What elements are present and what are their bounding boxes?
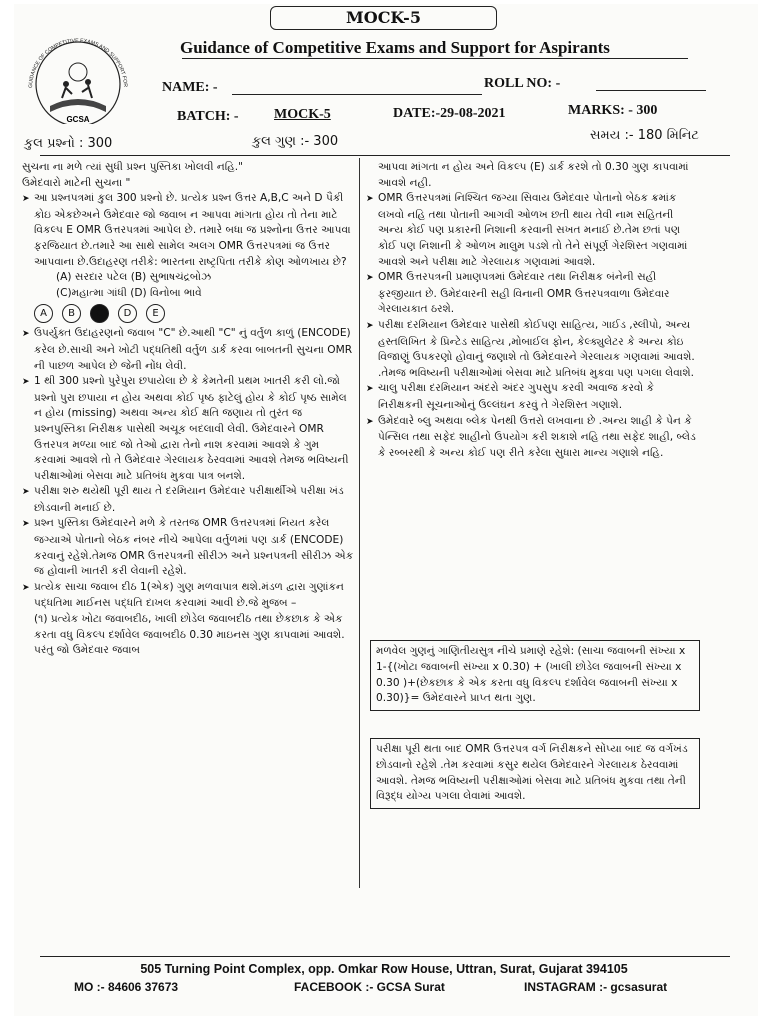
logo-arc-text: GUIDANCE OF COMPETITIVE EXAMS AND SUPPORT FOR [27,37,129,89]
notice-box: પરીક્ષા પૂરી થતા બાદ OMR ઉત્તરપત્ર વર્ગ નિરીક્ષકને સોંપ્યા બાદ જ વર્ગખંડ છોડવાનો રહેશે .તેમ કરવામાં કસુર થયેલ ઉમેદવારને ગેરલાયક ઠેરવવામાં આવશે. તેમજ ભવિષ્યની પરીક્ષાઓમાં બેસવા માટે પ્રતિબંધ મુકવા તથા તેની વિરૂદ્ધ યોગ્ય પગલા લેવામાં આવશે. [370,738,700,809]
divider [182,58,688,59]
instruction-item: ➤ 1 થી 300 પ્રશ્નો પુરેપુરા છપાયેલા છે કે કેમતેની પ્રથમ ખાતરી કરી લો.જો પ્રશ્નો પુરા છપાયા ન હોય અથવા કોઈ પૃષ્ઠ ફાટેલું હોય કે કોઈ પૃષ્ઠ સામેલ ન હોય (missing) અથવા અન્ય કોઈ ક્ષતિ જણાય તો તુરંત જ પ્રશ્નપુસ્તિકા નિરીક્ષક પાસેથી અચૂક બદલાવી લેવી. ઉમેદવારને OMR ઉત્તરપત્ર મળ્યા બાદ જો તેઓ દ્વારા તેનો નાશ કરવામાં આવશે કે ગુમ કરવામાં આવશે તો તે ઉમેદવાર ગેરલાયક ઠેરવવામાં આવશે તેમજ ભવિષ્યની પરીક્ષાઓમાં બેસવા માટે પ્રતિબંધ મુકવા પાત્ર બનશે. [22,374,354,484]
org-name: Guidance of Competitive Exams and Support for Aspirants [180,38,610,57]
bubble-b: B [62,304,81,323]
bubble-e: E [146,304,165,323]
example-options: (A) સરદાર પટેલ (B) સુભાષચંદ્રબોઝ [56,271,212,284]
footer-mobile: MO :- 84606 37673 [74,980,179,994]
bubble-d: D [118,304,137,323]
mock-title: MOCK-5 [270,6,497,30]
logo-abbr: GCSA [66,115,90,124]
instruction-item: ➤ OMR ઉત્તરપત્રની પ્રમાણપત્રમાં ઉમેદવાર તથા નિરીક્ષક બંનેની સહી ફરજીયાત છે. ઉમેદવારની સહી વિનાની OMR ઉત્તરપત્રવાળા ઉમેદવાર ગેરલાયકાત ઠરશે. [366,270,696,318]
right-column [366,160,696,461]
footer-address: 505 Turning Point Complex, opp. Omkar Row House, Uttran, Surat, Gujarat 394105 [140,962,628,976]
total-questions: કુલ પ્રશ્નો : 300 [24,136,113,151]
roll-field[interactable] [596,90,706,91]
left-column [22,160,354,659]
instruction-item: ➤ પરીક્ષા દરમિયાન ઉમેદવાર પાસેથી કોઈપણ સાહિત્ય, ગાઈડ ,સ્લીપો, અન્ય હસ્તલિખિત કે પ્રિન્ટેડ સાહિત્ય ,મોબાઈલ ફોન, કેલ્ક્યુલેટર કે અન્ય કોઇ વિજાણું ઉપકરણો હોવાનું જણાશે તો ઉમેદવારને ગેરલાયક ગણવામાં આવશે. .તેમજ ભવિષ્યની પરીક્ષાઓમાં બેસવા માટે પ્રતિબંધ મુકવા પણ પગલા લેવાશે. [366,318,696,381]
instruction-subheading: ઉમેદવારો માટેની સુચના " [22,176,131,189]
example-options: (C)મહાત્મા ગાંધી (D) વિનોબા ભાવે [56,286,202,299]
instruction-item: ➤ પરીક્ષા શરુ થયેથી પૂરી થાય તે દરમિયાન ઉમેદવાર પરીક્ષાર્થીએ પરીક્ષા ખંડ છોડવાની મનાઈ છે. [22,484,354,516]
formula-box: મળવેલ ગુણનું ગાણિતીયસુત્ર નીચે પ્રમાણે રહેશે: (સાચા જવાબની સંખ્યા x 1-{(ખોટા જવાબની સંખ્યા x 0.30) + (ખાલી છોડેલ જવાબની સંખ્યા x 0.30 )+(છેકછાક કે એક કરતા વધુ વિકલ્પ દર્શાવેલ જવાબની સંખ્યા x 0.30)}= ઉમેદવારને પ્રાપ્ત થતા ગુણ. [370,640,700,711]
instruction-item: ➤ પ્રત્યેક સાચા જવાબ દીઠ 1(એક) ગુણ મળવાપાત્ર થશે.મંડળ દ્વારા ગુણાંકન પદ્ધતિમા માઈનસ પદ્ધતિ દાખલ કરવામાં આવી છે.જે મુજબ – [22,580,354,612]
time-allowed: સમય :- 180 મિનિટ [590,128,699,143]
divider [40,956,730,957]
footer-instagram: INSTAGRAM :- gcsasurat [524,980,668,994]
svg-text:GUIDANCE OF COMPETITIVE EXAMS [22,26,128,88]
name-field[interactable] [232,94,482,95]
roll-label: ROLL NO: - [484,76,561,91]
name-label: NAME: - [162,80,218,95]
instruction-subitem: (૧) પ્રત્યેક ખોટા જવાબદીઠ, ખાલી છોડેલ જવાબદીઠ તથા છેકછાક કે એક કરતા વધુ વિકલ્પ દર્શાવેલ જવાબદીઠ 0.30 માઇનસ ગુણ કાપવામાં આવશે. પરંતુ જો ઉમેદવાર જવાબ [34,613,345,657]
gcsa-logo [22,26,134,124]
instruction-item: ➤ ઉપર્યુક્ત ઉદાહરણનો જવાબ "C" છે.આથી "C" નું વર્તુળ કાળું (ENCODE) કરેલ છે.સાચી અને ખોટી પદ્ધતિથી વર્તુળ ડાર્ક કરવા બાબતની સુચના OMR ની પાછળ આપેલ છે જેની નોંધ લેવી. [22,326,354,374]
total-marks: કુલ ગુણ :- 300 [252,134,339,149]
instruction-heading: સુચના ના મળે ત્યાં સુધી પ્રશ્ન પુસ્તિકા ખોલવી નહિ." [22,161,243,173]
instruction-continued: આપવા માંગતા ન હોય અને વિકલ્પ (E) ડાર્ક કરશે તો 0.30 ગુણ કાપવામાં આવશે નહી. [378,161,689,189]
batch-label: BATCH: - [177,109,239,124]
omr-bubbles [34,304,354,323]
batch-value: MOCK-5 [274,107,331,122]
instruction-item: ➤ OMR ઉત્તરપત્રમાં નિશ્ચિત જગ્યા સિવાય ઉમેદવાર પોતાનો બેઠક ક્રમાંક લખવો નહિ તથા પોતાની આગવી ઓળખ છતી થાય તેવી નામ સહિતની અન્ય કોઈ પણ પ્રકારની નિશાની કરવાની સખત મનાઈ છે.તેમ છતાં પણ કોઈ પણ નિશાની કે ઓળખ માલુમ પડશે તો તેને સંપૂર્ણ ગેરશિસ્ત ગણવામાં આવશે અને પરીક્ષા માટે ગેરલાયક ગણવામાં આવશે. [366,191,696,270]
marks-label: MARKS: - 300 [568,103,658,118]
bubble-c-filled: C [90,304,109,323]
footer-facebook: FACEBOOK :- GCSA Surat [294,980,445,994]
bubble-a: A [34,304,53,323]
instruction-item: ➤ ચાલુ પરીક્ષા દરમિયાન અંદરો અંદર ગુપસુપ કરવી અવાજ કરવો કે નિરીક્ષકની સૂચનાઓનું ઉલ્લંઘન કરવું તે ગેરશિસ્ત ગણાશે. [366,381,696,413]
instruction-item: ➤ આ પ્રશ્નપત્રમાં કુલ 300 પ્રશ્નો છે. પ્રત્યેક પ્રશ્ન ઉત્તર A,B,C અને D પૈકી કોઇ એકછેઅને ઉમેદવાર જો જવાબ ન આપવા માંગતા હોય તો તેના માટે વિકલ્પ E OMR ઉત્તરપત્રમાં આપેલ છે. તમારે બધા જ પ્રશ્નોના ઉત્તર આપવા ફરજિયાત છે.તમારે આ સાથે સામેલ અલગ OMR ઉત્તરપત્રમાં જ ઉત્તર આપવાના છે.ઉદાહરણ તરીકે: ભારતના રાષ્ટ્રપિતા તરીકે કોણ ઓળખાય છે? [22,191,354,270]
instruction-item: ➤ ઉમેદવારે બ્લુ અથવા બ્લેક પેનથી ઉત્તરો લખવાના છે .અન્ય શાહી કે પેન કે પેન્સિલ તથા સફેદ શાહીનો ઉપયોગ કરી શકાશે નહિ તથા સફેદ શાહી, બ્લેડ કે રબ્બરથી કે અન્ય કોઈ પણ રીતે કરેલા સુધારા માન્ય ગણાશે નહિ. [366,414,696,462]
column-divider [359,158,360,888]
instruction-item: ➤ પ્રશ્ન પુસ્તિકા ઉમેદવારને મળે કે તરતજ OMR ઉત્તરપત્રમાં નિયત કરેલ જગ્યાએ પોતાનો બેઠક નંબર નીચે આપેલા વર્તુળમાં પણ ડાર્ક (ENCODE) કરવાનું રહેશે.તેમજ OMR ઉત્તરપત્રની સીરીઝ અને પ્રશ્નપત્રની સીરીઝ એક જ હોવાની ખાતરી કરી લેવાની રહેશે. [22,516,354,579]
date-label: DATE:-29-08-2021 [393,106,506,121]
divider [40,155,730,156]
